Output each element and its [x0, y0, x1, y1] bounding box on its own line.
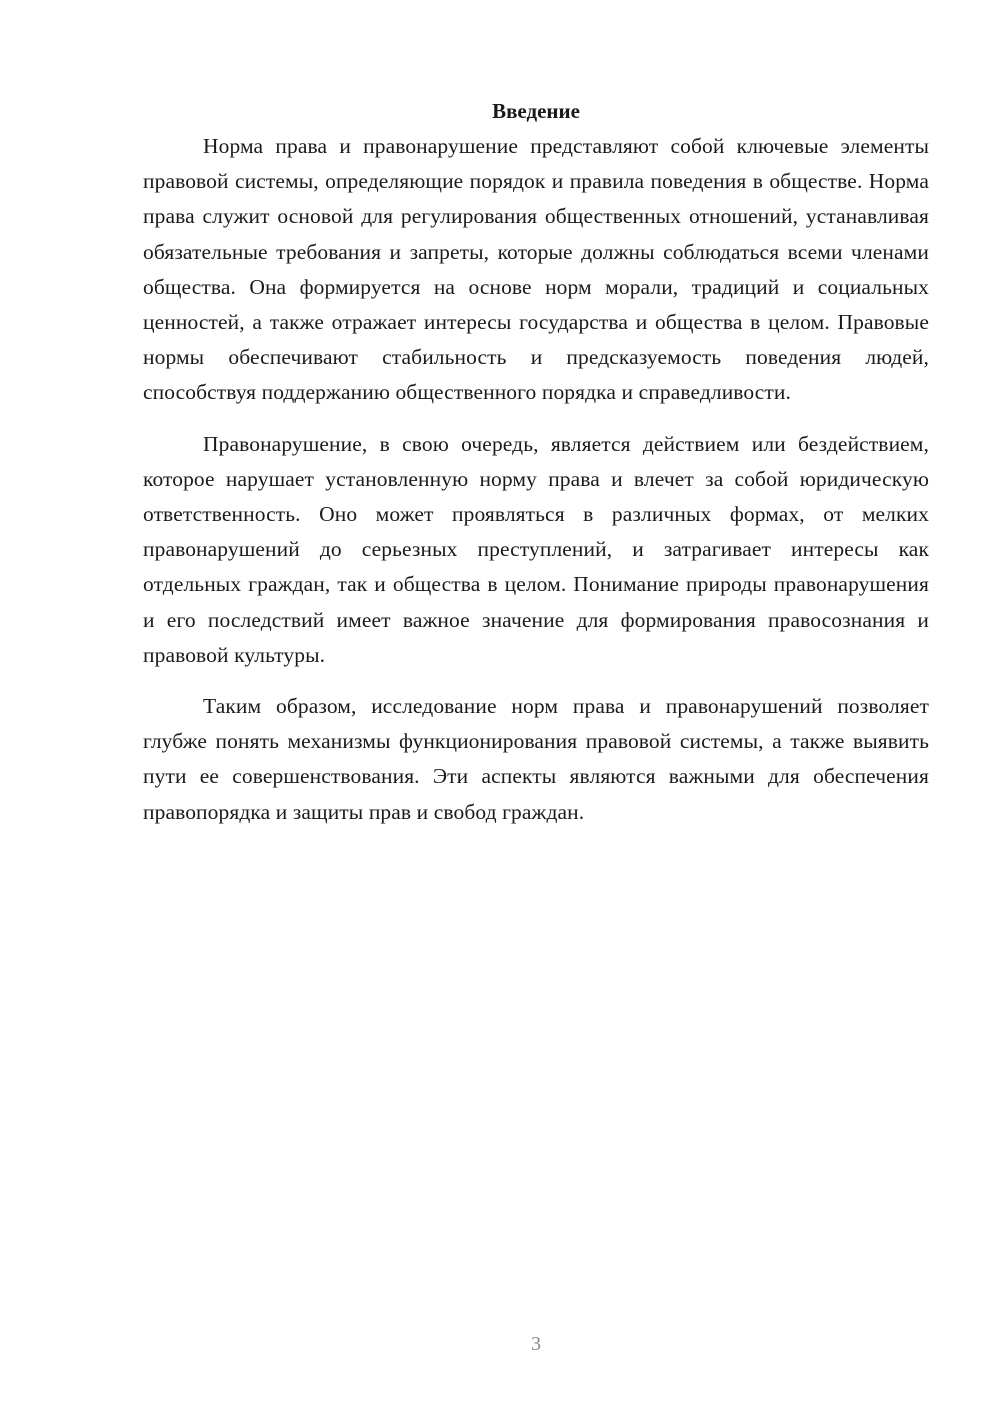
paragraph-3: Таким образом, исследование норм права и правонарушений позволяет глубже понять механизмы функционирования правовой системы, а также выявить пути ее совершенствования. Эти аспекты являются важными для обеспечения правопорядка и защиты прав и свобод граждан. [143, 694, 929, 824]
paragraph-1: Норма права и правонарушение представляют собой ключевые элементы правовой системы, определяющие порядок и правила поведения в обществе. Норма права служит основой для регулирования общественных отношений, устанавливая обязательные требования и запреты, которые должны соблюдаться всеми членами общества. Она формируется на основе норм морали, традиций и социальных ценностей, а также отражает интересы государства и общества в целом. Правовые нормы обеспечивают стабильность и предсказуемость поведения людей, способствуя поддержанию общественного порядка и справедливости. [143, 134, 929, 405]
page-number: 3 [531, 1333, 541, 1355]
paragraph-2: Правонарушение, в свою очередь, является действием или бездействием, которое нарушает установленную норму права и влечет за собой юридическую ответственность. Оно может проявляться в различных формах, от мелких правонарушений до серьезных преступлений, и затрагивает интересы как отдельных граждан, так и общества в целом. Понимание природы правонарушения и его последствий имеет важное значение для формирования правосознания и правовой культуры. [143, 431, 929, 667]
section-title: Введение [492, 99, 580, 123]
document-body [143, 94, 929, 830]
